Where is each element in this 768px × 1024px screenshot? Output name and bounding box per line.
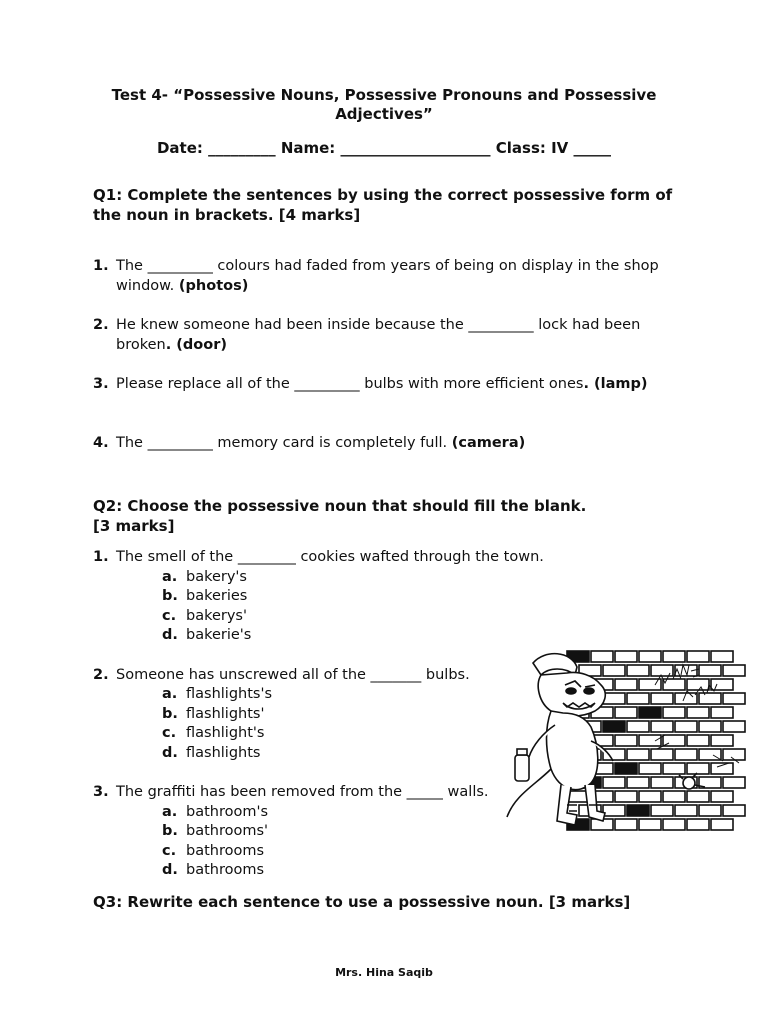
q3-heading: Q3: Rewrite each sentence to use a possessive noun. [3 marks] — [93, 893, 631, 911]
q1-item-1-hint: (photos) — [178, 277, 249, 294]
option-text: bathroom's — [186, 804, 269, 820]
option-text: bakerie's — [186, 627, 252, 643]
q2-item-3-text: The graffiti has been removed from the _____ walls. — [116, 784, 489, 800]
q2-3-option-a — [162, 803, 268, 823]
option-letter: d. — [162, 862, 178, 878]
q1-item-2 — [93, 316, 673, 355]
q1-item-4-number: 4. — [93, 435, 109, 451]
option-text: bakeries — [186, 588, 248, 604]
option-text: bathrooms' — [186, 823, 269, 839]
q2-item-2-text: Someone has unscrewed all of the _______ bulbs. — [116, 667, 470, 683]
option-text: bakerys' — [186, 608, 247, 624]
q1-item-3 — [93, 375, 673, 395]
q2-item-1 — [93, 548, 673, 568]
q2-2-option-c — [162, 724, 264, 744]
q2-3-option-c — [162, 842, 264, 862]
q2-marks: [3 marks] — [93, 516, 175, 535]
q1-item-3-number: 3. — [93, 376, 109, 392]
option-letter: a. — [162, 569, 178, 585]
q2-2-option-d — [162, 744, 260, 764]
q1-heading — [93, 186, 673, 225]
option-text: flashlight's — [186, 725, 265, 741]
option-text: flashlights — [186, 745, 261, 761]
q1-item-3-text: Please replace all of the _________ bulbs with more efficient ones — [116, 376, 584, 392]
option-letter: c. — [162, 843, 177, 859]
option-letter: b. — [162, 823, 178, 839]
q2-heading — [93, 497, 673, 536]
q1-item-1 — [93, 257, 673, 296]
q1-item-2-number: 2. — [93, 317, 109, 333]
date-name-class-line: Date: _________ Name: ____________________ Class: IV _____ — [156, 139, 612, 157]
q1-item-4 — [93, 434, 673, 454]
q1-marks: [4 marks] — [278, 205, 361, 224]
q2-3-option-d — [162, 861, 264, 881]
option-text: bakery's — [186, 569, 247, 585]
footer-author: Mrs. Hina Saqib — [335, 966, 433, 979]
q1-heading-text: Q1: Complete the sentences by using the correct possessive form of the noun in brackets. — [93, 186, 673, 224]
option-text: flashlights' — [186, 706, 265, 722]
option-letter: a. — [162, 686, 178, 702]
graffiti-cat-illustration — [505, 645, 753, 845]
option-letter: c. — [162, 725, 177, 741]
q2-1-option-c — [162, 607, 247, 627]
q2-item-3-number: 3. — [93, 784, 109, 800]
test-title: Test 4- “Possessive Nouns, Possessive Pronouns and Possessive Adjectives” — [111, 86, 657, 123]
option-letter: c. — [162, 608, 177, 624]
q2-1-option-b — [162, 587, 247, 607]
q1-item-4-hint: (camera) — [451, 435, 526, 451]
q2-heading-text: Q2: Choose the possessive noun that should fill the blank. — [93, 497, 587, 515]
q2-2-option-b — [162, 705, 264, 725]
q2-1-option-a — [162, 568, 247, 588]
q2-1-option-d — [162, 626, 251, 646]
q1-item-3-hint: . (lamp) — [583, 376, 648, 392]
option-letter: a. — [162, 804, 178, 820]
option-letter: b. — [162, 588, 178, 604]
option-text: flashlights's — [186, 686, 272, 702]
q1-item-1-text: The _________ colours had faded from years of being on display in the shop window. — [116, 258, 659, 294]
q1-item-2-hint: . (door) — [165, 336, 227, 353]
option-letter: d. — [162, 745, 178, 761]
option-text: bathrooms — [186, 862, 265, 878]
q2-2-option-a — [162, 685, 272, 705]
option-text: bathrooms — [186, 843, 265, 859]
q1-item-1-number: 1. — [93, 258, 109, 274]
option-letter: d. — [162, 627, 178, 643]
q1-item-2-text: He knew someone had been inside because the _________ lock had been broken — [116, 317, 641, 353]
q1-item-4-text: The _________ memory card is completely full. — [116, 435, 448, 451]
option-letter: b. — [162, 706, 178, 722]
q2-item-1-text: The smell of the ________ cookies wafted through the town. — [116, 549, 544, 565]
q2-item-2-number: 2. — [93, 667, 109, 683]
q2-3-option-b — [162, 822, 268, 842]
q2-item-1-number: 1. — [93, 549, 109, 565]
